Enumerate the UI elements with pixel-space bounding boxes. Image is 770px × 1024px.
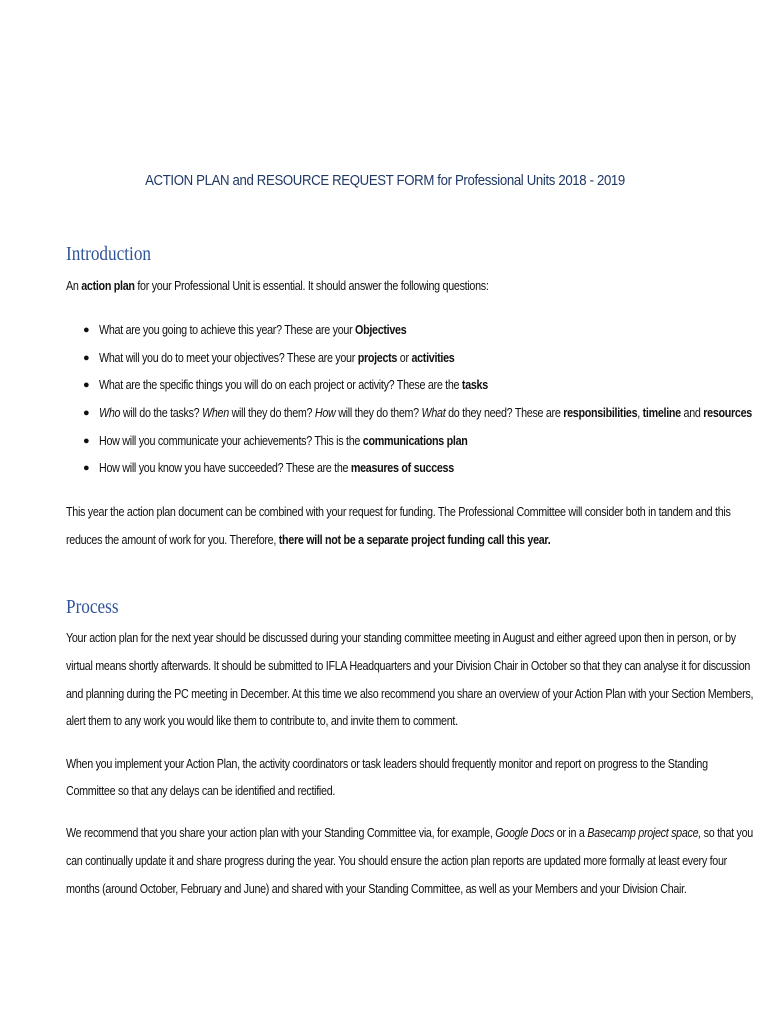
bullet-measures: How will you know you have succeeded? These are the measures of success <box>99 461 454 475</box>
document-title: ACTION PLAN and RESOURCE REQUEST FORM for Professional Units 2018 - 2019 <box>145 172 625 189</box>
process-paragraph-line: and planning during the PC meeting in December. At this time we also recommend you share an overview of your Action Plan with your Section Members, <box>66 687 754 701</box>
bullet-objectives: What are you going to achieve this year? These are your Objectives <box>99 323 407 337</box>
intro-paragraph-line: reduces the amount of work for you. Therefore, there will not be a separate project funding call this year. <box>66 533 551 547</box>
process-paragraph-line: alert them to any work you would like them to contribute to, and invite them to comment. <box>66 714 458 728</box>
process-paragraph-line: When you implement your Action Plan, the activity coordinators or task leaders should frequently monitor and report on progress to the Standing <box>66 757 708 771</box>
bullet-responsibilities: Who will do the tasks? When will they do them? How will they do them? What do they need? These are responsibilities, timeline and resources <box>99 406 752 420</box>
process-paragraph-line: can continually update it and share progress during the year. You should ensure the action plan reports are updated more formally at least every four <box>66 854 727 868</box>
bullet-dot: ● <box>83 352 90 364</box>
bullet-dot: ● <box>83 435 90 447</box>
heading-introduction: Introduction <box>66 243 152 265</box>
process-paragraph-line: Your action plan for the next year should be discussed during your standing committee meeting in August and either agreed upon then in person, or by <box>66 631 736 645</box>
process-paragraph-line: months (around October, February and June) and shared with your Standing Committee, as well as your Members and your Division Chair. <box>66 882 687 896</box>
bullet-dot: ● <box>83 324 90 336</box>
bullet-dot: ● <box>83 379 90 391</box>
process-paragraph-line: Committee so that any delays can be identified and rectified. <box>66 784 336 798</box>
intro-paragraph-line: This year the action plan document can be combined with your request for funding. The Professional Committee will consider both in tandem and this <box>66 505 731 519</box>
process-paragraph-line: We recommend that you share your action plan with your Standing Committee via, for example, Google Docs or in a Basecamp project space, so that you <box>66 826 753 840</box>
process-paragraph-line: virtual means shortly afterwards. It should be submitted to IFLA Headquarters and your Division Chair in October so that they can analyse it for discussion <box>66 659 751 673</box>
bullet-dot: ● <box>83 407 90 419</box>
bullet-tasks: What are the specific things you will do on each project or activity? These are the tasks <box>99 378 488 392</box>
heading-process: Process <box>66 596 119 618</box>
bullet-communications: How will you communicate your achievements? This is the communications plan <box>99 434 468 448</box>
intro-lead: An action plan for your Professional Unit is essential. It should answer the following questions: <box>66 279 489 293</box>
bullet-projects: What will you do to meet your objectives? These are your projects or activities <box>99 351 455 365</box>
bullet-dot: ● <box>83 462 90 474</box>
